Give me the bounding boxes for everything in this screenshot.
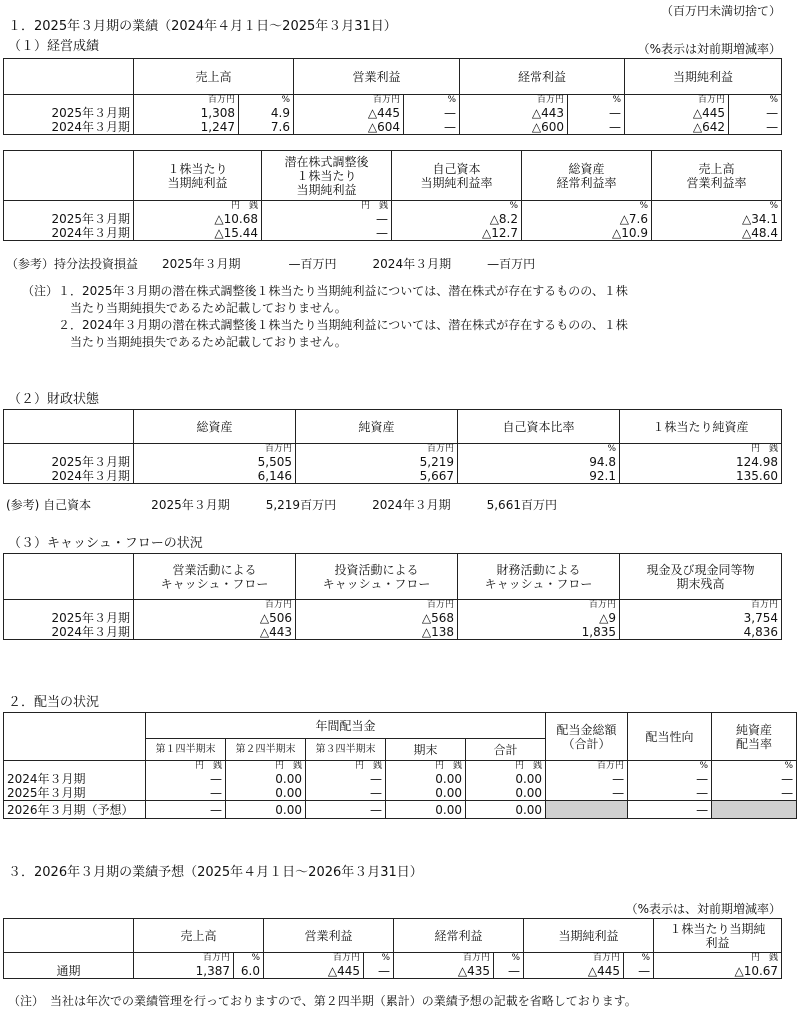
cell: —	[306, 772, 386, 786]
cell: 124.98	[620, 455, 782, 469]
cell: 5,667	[296, 469, 458, 484]
row-label-empty	[4, 761, 146, 773]
cell-shaded	[546, 801, 628, 819]
cell: △445	[264, 964, 364, 979]
cell: △506	[134, 611, 296, 625]
header-total-dividend: 配当金総額 （合計）	[546, 713, 628, 761]
row-label: 2024年３月期	[4, 226, 134, 241]
row-label: 2024年３月期	[4, 625, 134, 640]
unit-cell: 円 銭	[654, 953, 782, 965]
per-share-table	[3, 150, 782, 241]
unit-cell: 百万円	[134, 953, 234, 965]
row-label-empty	[4, 600, 134, 612]
unit-cell: %	[628, 761, 712, 773]
cell: —	[568, 106, 625, 120]
unit-cell: %	[494, 953, 524, 965]
header-q1: 第１四半期末	[146, 739, 226, 761]
row-label: 2024年３月期	[4, 469, 134, 484]
cell: 0.00	[386, 786, 466, 801]
equity-capital-ref: (参考) 自己資本 2025年３月期 5,219百万円 2024年３月期 5,661百万円	[6, 498, 557, 512]
row-label: 2025年３月期	[4, 106, 134, 120]
cell: 92.1	[458, 469, 620, 484]
row-label: 2025年３月期	[4, 611, 134, 625]
cell: —	[568, 120, 625, 135]
cell-shaded	[712, 801, 797, 819]
dividends-title: ２．配当の状況	[8, 695, 100, 710]
cell: △445	[625, 106, 729, 120]
dividends-table	[3, 712, 797, 819]
unit-cell: %	[652, 201, 782, 213]
unit-cell: %	[364, 953, 394, 965]
row-label: 2025年３月期	[4, 455, 134, 469]
unit-cell: %	[712, 761, 797, 773]
header-diluted-eps: 潜在株式調整後 １株当たり 当期純利益	[262, 151, 392, 201]
unit-cell: %	[234, 953, 264, 965]
cell: 0.00	[386, 801, 466, 819]
cell: —	[306, 786, 386, 801]
row-label: 2025年３月期	[4, 786, 146, 801]
cell: 0.00	[226, 786, 306, 801]
header-roa: 総資産 経常利益率	[522, 151, 652, 201]
cell: —	[628, 801, 712, 819]
corner-cell	[4, 151, 134, 201]
cell: △9	[458, 611, 620, 625]
cell: —	[146, 801, 226, 819]
cell: 1,835	[458, 625, 620, 640]
forecast-table	[3, 918, 782, 979]
header-total-assets: 総資産	[134, 410, 296, 444]
corner-cell	[4, 59, 134, 95]
cell: —	[628, 786, 712, 801]
unit-cell: %	[392, 201, 522, 213]
header-operating-cf: 営業活動による キャッシュ・フロー	[134, 554, 296, 600]
header-net-income: 当期純利益	[625, 59, 782, 95]
cell: △10.67	[654, 964, 782, 979]
unit-cell: 円 銭	[386, 761, 466, 773]
unit-cell: %	[404, 95, 460, 107]
cell: △10.68	[134, 212, 262, 226]
header-net-assets: 純資産	[296, 410, 458, 444]
header-ordinary-income: 経常利益	[460, 59, 625, 95]
row-label: 2024年３月期	[4, 120, 134, 135]
cell: 6,146	[134, 469, 296, 484]
section2-title: （２）財政状態	[8, 392, 100, 407]
section3-title: （３）キャッシュ・フローの状況	[8, 536, 203, 551]
cell: —	[712, 786, 797, 801]
cell: △7.6	[522, 212, 652, 226]
cell: —	[729, 106, 782, 120]
cell: —	[712, 772, 797, 786]
cell: 0.00	[466, 801, 546, 819]
cell: —	[364, 964, 394, 979]
results-table	[3, 58, 782, 135]
unit-cell: 百万円	[524, 953, 624, 965]
row-label: 2025年３月期	[4, 212, 134, 226]
cell: △445	[294, 106, 404, 120]
cell: △12.7	[392, 226, 522, 241]
unit-cell: 円 銭	[262, 201, 392, 213]
unit-cell: %	[522, 201, 652, 213]
corner-cell	[4, 410, 134, 444]
unit-cell: %	[624, 953, 654, 965]
cell: —	[262, 212, 392, 226]
cell: 1,387	[134, 964, 234, 979]
cell: 1,247	[134, 120, 239, 135]
cell: —	[624, 964, 654, 979]
header-ordinary-income: 経常利益	[394, 919, 524, 953]
cell: 1,308	[134, 106, 239, 120]
cell: —	[729, 120, 782, 135]
forecast-note: （注） 当社は年次での業績管理を行っておりますので、第２四半期（累計）の業績予想の記載を省略しております。	[8, 994, 637, 1008]
cell: △10.9	[522, 226, 652, 241]
cell: 0.00	[466, 772, 546, 786]
cell: 7.6	[239, 120, 294, 135]
row-label-empty	[4, 201, 134, 213]
cell: —	[546, 772, 628, 786]
unit-cell: 円 銭	[620, 444, 782, 456]
unit-cell: 百万円	[134, 95, 239, 107]
unit-cell: 百万円	[296, 444, 458, 456]
cell: △568	[296, 611, 458, 625]
header-investing-cf: 投資活動による キャッシュ・フロー	[296, 554, 458, 600]
notes-section1: （注）１．2025年３月期の潜在株式調整後１株当たり当期純利益については、潜在株式が存在するものの、１株 当たり当期純損失であるため記載しておりません。 ２．2024年３月期の潜在株式調整後１株当たり当期純利益については、潜在株式が存在するものの、１株 当たり当期純損失であるため記載しておりません。	[22, 284, 628, 349]
cell: —	[146, 786, 226, 801]
row-label: 通期	[4, 964, 134, 979]
header-annual-dividend: 年間配当金	[146, 713, 546, 739]
header-bps: １株当たり純資産	[620, 410, 782, 444]
header-net-income: 当期純利益	[524, 919, 654, 953]
cell: 4,836	[620, 625, 782, 640]
header-year-end: 期末	[386, 739, 466, 761]
corner-cell	[4, 713, 146, 761]
cell: 4.9	[239, 106, 294, 120]
cell: △600	[460, 120, 568, 135]
header-eps: １株当たり 当期純利益	[134, 151, 262, 201]
cell: △642	[625, 120, 729, 135]
header-eps: １株当たり当期純 利益	[654, 919, 782, 953]
cell: —	[546, 786, 628, 801]
header-payout-ratio: 配当性向	[628, 713, 712, 761]
cell: △8.2	[392, 212, 522, 226]
corner-cell	[4, 919, 134, 953]
cell: —	[628, 772, 712, 786]
header-sales: 売上高	[134, 59, 294, 95]
cell: △604	[294, 120, 404, 135]
cell: △15.44	[134, 226, 262, 241]
header-q2: 第２四半期末	[226, 739, 306, 761]
cell: △48.4	[652, 226, 782, 241]
header-q3: 第３四半期末	[306, 739, 386, 761]
header-operating-margin: 売上高 営業利益率	[652, 151, 782, 201]
unit-cell: 百万円	[620, 600, 782, 612]
unit-cell: 百万円	[460, 95, 568, 107]
section1-sub-title: （１）経営成績	[8, 39, 100, 54]
section1-title: １．2025年３月期の業績（2024年４月１日～2025年３月31日）	[8, 19, 397, 34]
row-label-forecast: 2026年３月期（予想）	[4, 801, 146, 819]
unit-cell: 円 銭	[306, 761, 386, 773]
cell: —	[494, 964, 524, 979]
unit-cell: 円 銭	[134, 201, 262, 213]
unit-cell: 百万円	[458, 600, 620, 612]
cell: △445	[524, 964, 624, 979]
cell: 6.0	[234, 964, 264, 979]
unit-note: （百万円未満切捨て）	[660, 4, 781, 18]
cell: —	[262, 226, 392, 241]
unit-cell: 円 銭	[466, 761, 546, 773]
unit-cell: 円 銭	[226, 761, 306, 773]
cell: 0.00	[466, 786, 546, 801]
header-dividend-on-equity: 純資産 配当率	[712, 713, 797, 761]
row-label: 2024年３月期	[4, 772, 146, 786]
unit-cell: 百万円	[546, 761, 628, 773]
unit-cell: %	[568, 95, 625, 107]
cell: △443	[460, 106, 568, 120]
cell: 5,219	[296, 455, 458, 469]
cell: △443	[134, 625, 296, 640]
cell: 0.00	[226, 772, 306, 786]
cell: △138	[296, 625, 458, 640]
cell: 135.60	[620, 469, 782, 484]
cell: 5,505	[134, 455, 296, 469]
cell: —	[404, 120, 460, 135]
unit-cell: %	[239, 95, 294, 107]
header-total: 合計	[466, 739, 546, 761]
financial-position-table	[3, 409, 782, 484]
header-sales: 売上高	[134, 919, 264, 953]
forecast-title: ３．2026年３月期の業績予想（2025年４月１日～2026年３月31日）	[8, 865, 423, 880]
cell: —	[404, 106, 460, 120]
cell: 94.8	[458, 455, 620, 469]
header-cash-end: 現金及び現金同等物 期末残高	[620, 554, 782, 600]
cash-flow-table	[3, 553, 782, 640]
cell: △34.1	[652, 212, 782, 226]
unit-cell: 百万円	[625, 95, 729, 107]
forecast-pct-note: （%表示は、対前期増減率）	[625, 902, 781, 916]
cell: 0.00	[386, 772, 466, 786]
unit-cell: 百万円	[294, 95, 404, 107]
row-label-empty	[4, 444, 134, 456]
header-equity-ratio: 自己資本比率	[458, 410, 620, 444]
cell: 0.00	[226, 801, 306, 819]
cell: —	[146, 772, 226, 786]
equity-method-ref: （参考）持分法投資損益 2025年３月期 —百万円 2024年３月期 —百万円	[6, 257, 536, 271]
header-operating-income: 営業利益	[264, 919, 394, 953]
corner-cell	[4, 554, 134, 600]
unit-cell: 百万円	[264, 953, 364, 965]
unit-cell: 百万円	[296, 600, 458, 612]
cell: 3,754	[620, 611, 782, 625]
cell: △435	[394, 964, 494, 979]
unit-cell: 百万円	[134, 600, 296, 612]
unit-cell: 百万円	[394, 953, 494, 965]
header-roe: 自己資本 当期純利益率	[392, 151, 522, 201]
unit-cell: %	[729, 95, 782, 107]
row-label-empty	[4, 95, 134, 107]
unit-cell: 円 銭	[146, 761, 226, 773]
header-operating-income: 営業利益	[294, 59, 460, 95]
unit-cell: 百万円	[134, 444, 296, 456]
unit-cell: %	[458, 444, 620, 456]
cell: —	[306, 801, 386, 819]
pct-note: （%表示は対前期増減率）	[637, 42, 781, 56]
row-label-empty	[4, 953, 134, 965]
header-financing-cf: 財務活動による キャッシュ・フロー	[458, 554, 620, 600]
